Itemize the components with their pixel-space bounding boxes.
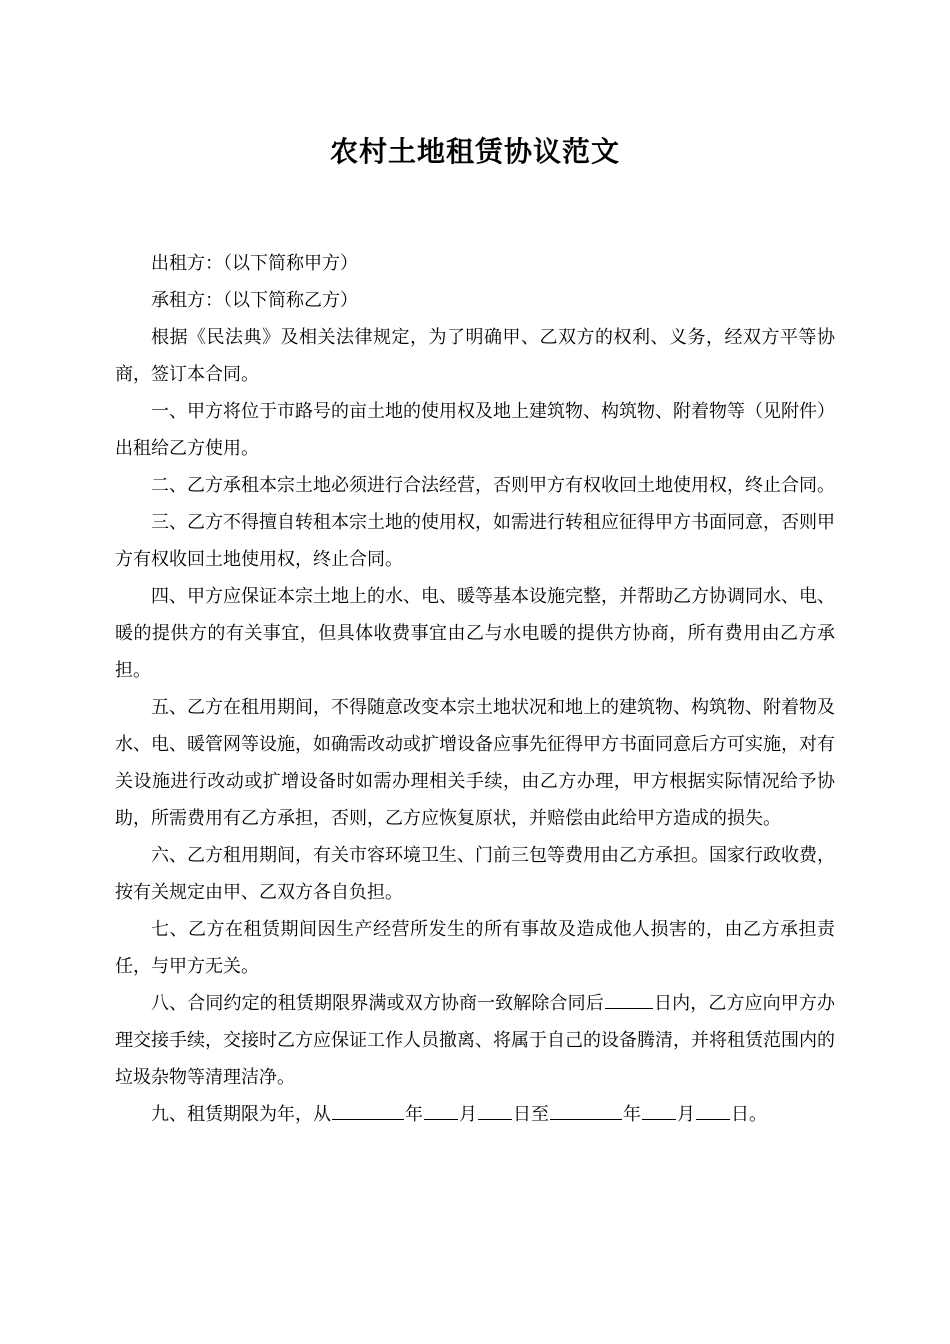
clause-8-before: 八、合同约定的租赁期限界满或双方协商一致解除合同后 bbox=[151, 993, 604, 1014]
document-title: 农村土地租赁协议范文 bbox=[329, 135, 620, 168]
end-month-unit: 月 bbox=[677, 1104, 695, 1125]
clause-6: 六、乙方租用期间，有关市容环境卫生、门前三包等费用由乙方承担。国家行政收费，按有关规定由甲、乙双方各自负担。 bbox=[115, 845, 835, 903]
clause-1: 一、甲方将位于市路号的亩土地的使用权及地上建筑物、构筑物、附着物等（见附件）出租给乙方使用。 bbox=[115, 401, 835, 459]
end-year-blank bbox=[550, 1101, 622, 1120]
end-day-unit: 日。 bbox=[731, 1104, 767, 1125]
end-month-blank bbox=[642, 1101, 676, 1120]
end-day-blank bbox=[696, 1101, 730, 1120]
start-month-blank bbox=[424, 1101, 458, 1120]
days-blank bbox=[605, 990, 653, 1009]
start-day-unit: 日至 bbox=[513, 1104, 549, 1125]
document-body bbox=[115, 245, 835, 1133]
start-year-blank bbox=[332, 1101, 404, 1120]
clause-3: 三、乙方不得擅自转租本宗土地的使用权，如需进行转租应征得甲方书面同意，否则甲方有权收回土地使用权，终止合同。 bbox=[115, 512, 835, 570]
clause-8 bbox=[115, 985, 835, 1096]
clause-5: 五、乙方在租用期间，不得随意改变本宗土地状况和地上的建筑物、构筑物、附着物及水、电、暖管网等设施，如确需改动或扩增设备应事先征得甲方书面同意后方可实施，对有关设施进行改动或扩增设备时如需办理相关手续，由乙方办理，甲方根据实际情况给予协助，所需费用有乙方承担，否则，乙方应恢复原状，并赔偿由此给甲方造成的损失。 bbox=[115, 697, 835, 829]
preamble-paragraph: 根据《民法典》及相关法律规定，为了明确甲、乙双方的权利、义务，经双方平等协商，签订本合同。 bbox=[115, 327, 835, 385]
clause-9 bbox=[115, 1096, 835, 1133]
clause-2: 二、乙方承租本宗土地必须进行合法经营，否则甲方有权收回土地使用权，终止合同。 bbox=[151, 475, 835, 496]
clause-8-after: 日内，乙方应向甲方办理交接手续，交接时乙方应保证工作人员撤离、将属于自己的设备腾清，并将租赁范围内的垃圾杂物等清理洁净。 bbox=[115, 993, 836, 1088]
end-year-unit: 年 bbox=[623, 1104, 641, 1125]
lessor-line: 出租方：（以下简称甲方） bbox=[151, 253, 358, 274]
clause-7: 七、乙方在租赁期间因生产经营所发生的所有事故及造成他人损害的，由乙方承担责任，与甲方无关。 bbox=[115, 919, 835, 977]
clause-9-prefix: 九、租赁期限为年，从 bbox=[151, 1104, 331, 1125]
lessee-line: 承租方：（以下简称乙方） bbox=[151, 290, 358, 311]
clause-4: 四、甲方应保证本宗土地上的水、电、暖等基本设施完整，并帮助乙方协调同水、电、暖的提供方的有关事宜，但具体收费事宜由乙与水电暖的提供方协商，所有费用由乙方承担。 bbox=[115, 586, 835, 681]
start-month-unit: 月 bbox=[459, 1104, 477, 1125]
start-year-unit: 年 bbox=[405, 1104, 423, 1125]
start-day-blank bbox=[478, 1101, 512, 1120]
